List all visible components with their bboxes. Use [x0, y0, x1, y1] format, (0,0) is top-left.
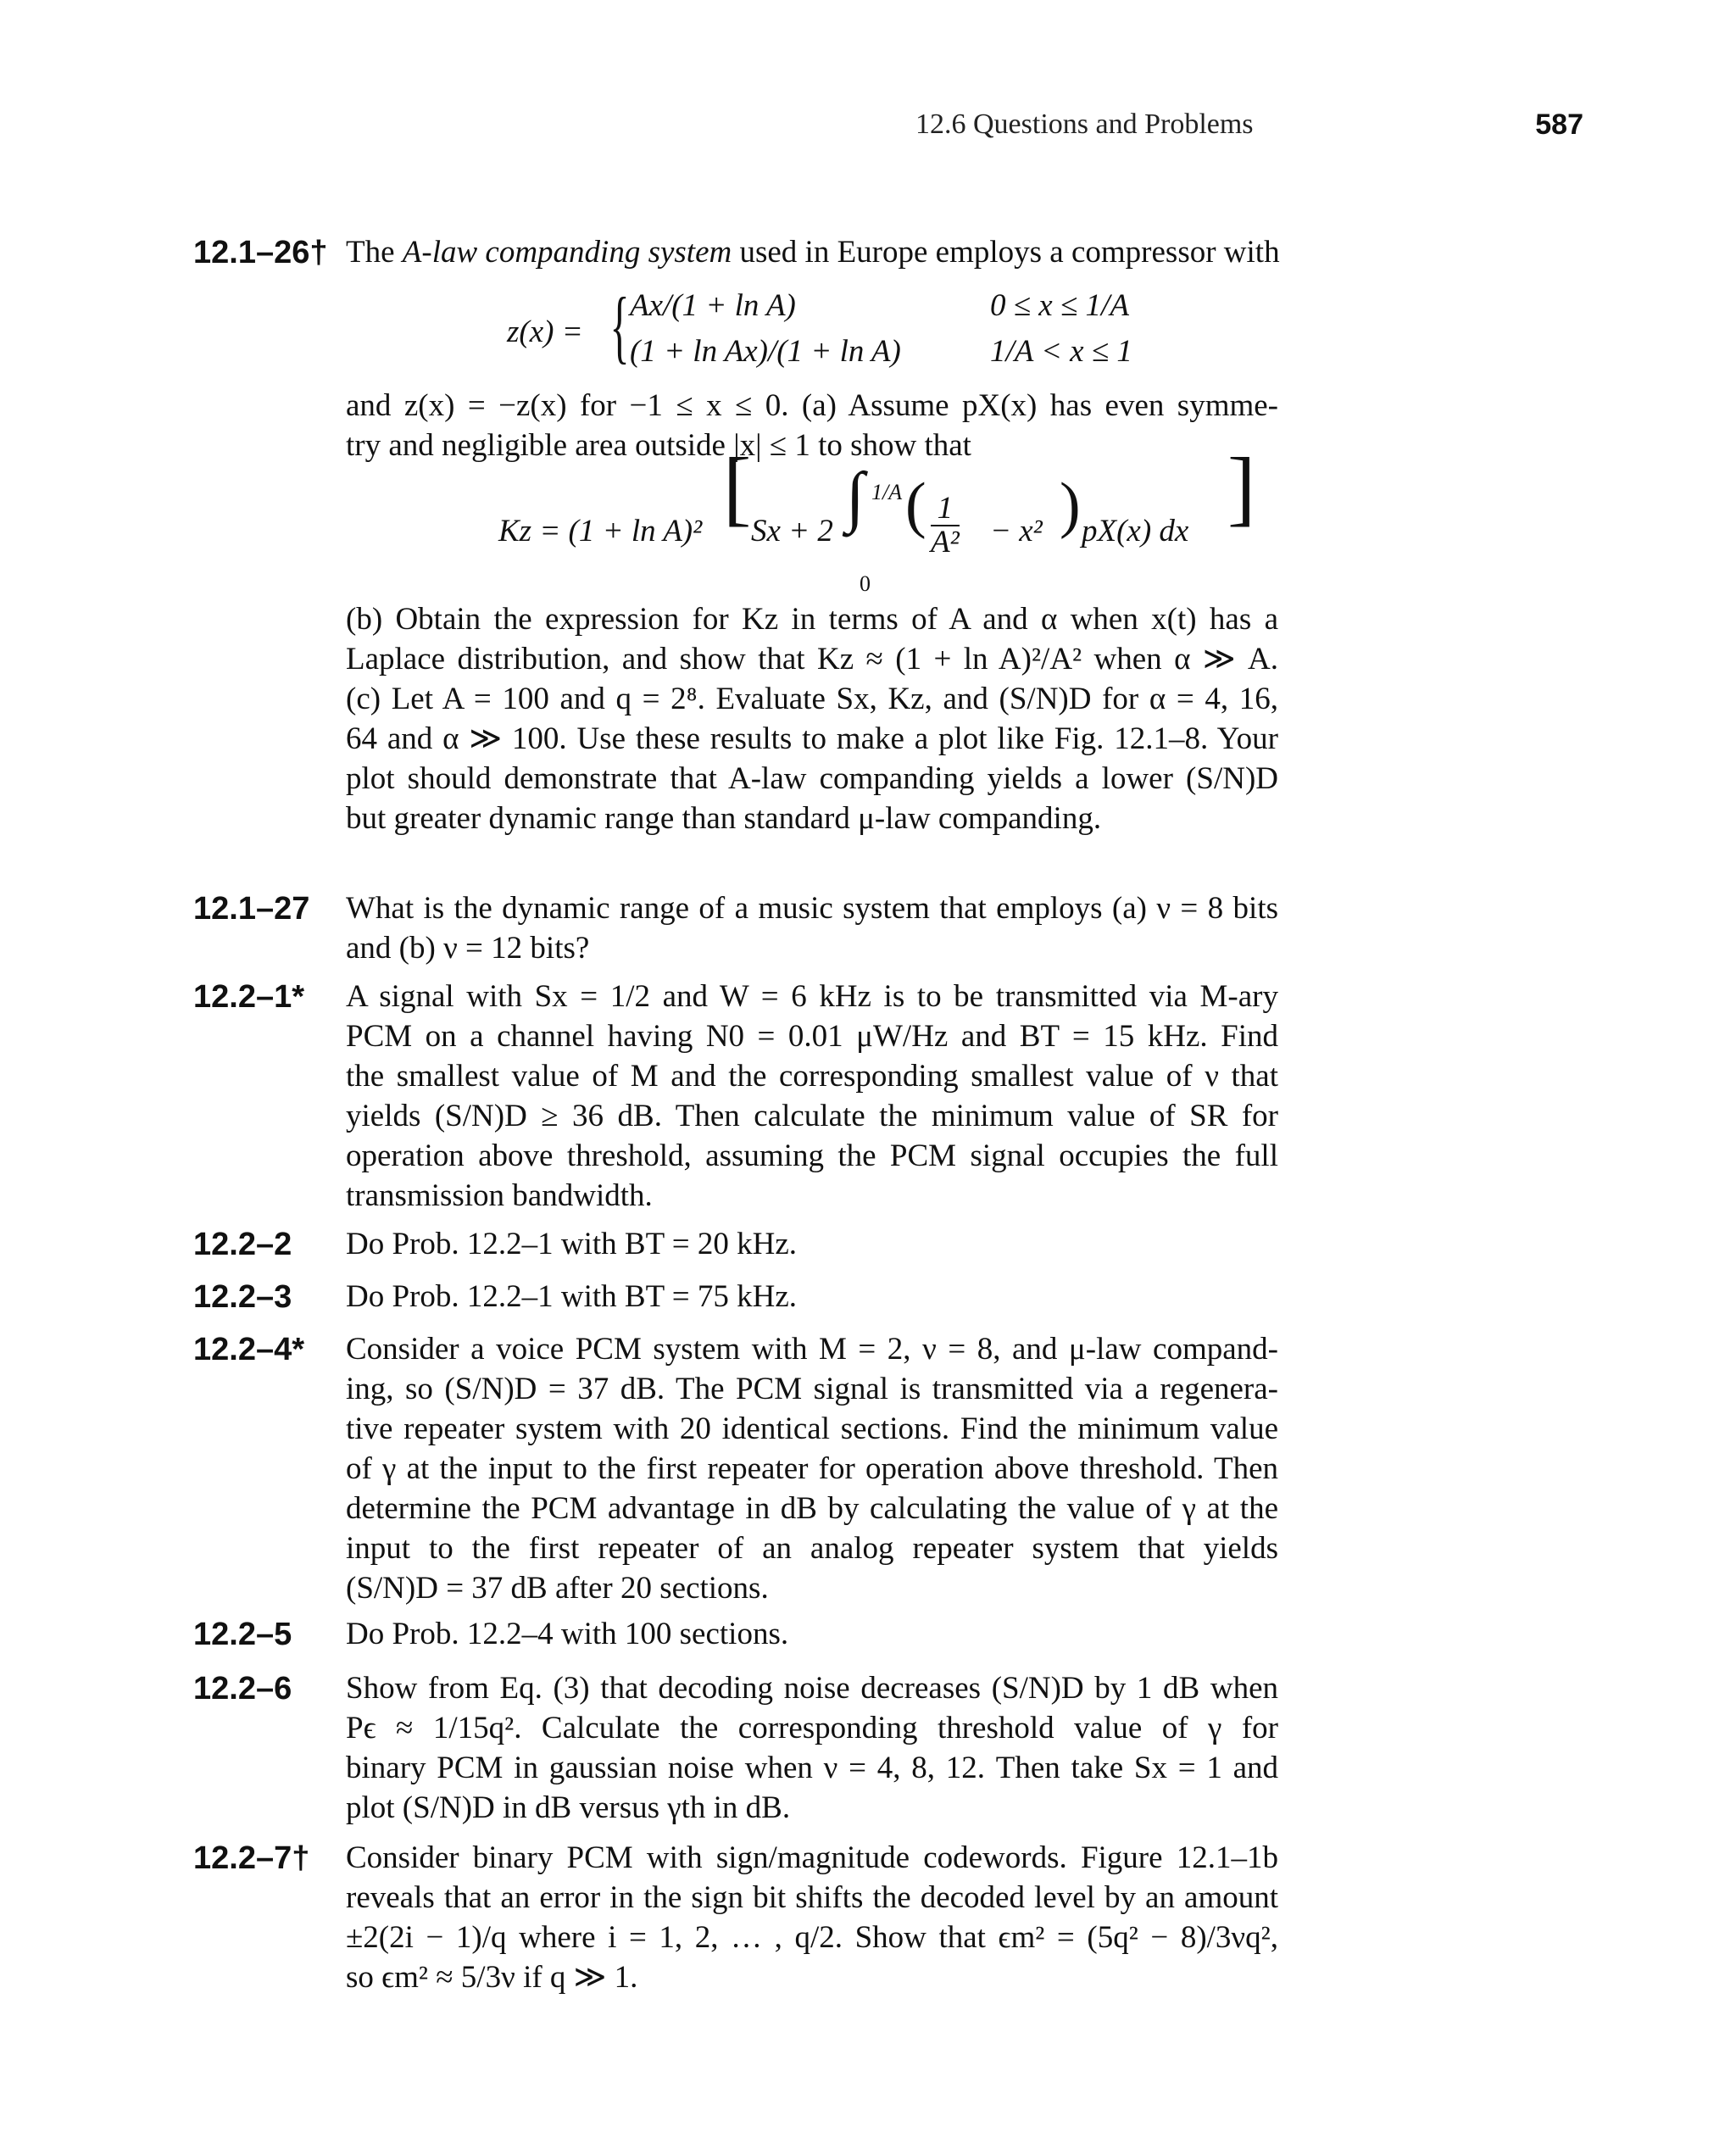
case-2-expression: (1 + ln Ax)/(1 + ln A)	[630, 334, 901, 369]
compressor-equation	[346, 281, 1278, 381]
problem-number: 12.2–6	[193, 1671, 292, 1706]
problem-body	[346, 888, 1278, 968]
problem-12-2-6	[193, 1668, 1278, 1828]
kz-density-term: pX(x) dx	[1082, 514, 1189, 548]
text-line: Laplace distribution, and show that Kz ≈ (1 + ln A)²/A² when α ≫ A.	[346, 642, 1278, 676]
text-line: Consider a voice PCM system with M = 2, ν = 8, and μ-law compand-	[346, 1332, 1278, 1367]
text-line: yields (S/N)D ≥ 36 dB. Then calculate the minimum value of SR for	[346, 1099, 1278, 1133]
fraction-numerator: 1	[931, 493, 960, 526]
text-line: input to the first repeater of an analog repeater system that yields	[346, 1531, 1278, 1566]
problem-number: 12.2–7†	[193, 1840, 310, 1876]
text-line: and (b) ν = 12 bits?	[346, 931, 590, 966]
text-line: Pϵ ≈ 1/15q². Calculate the corresponding threshold value of γ for	[346, 1711, 1278, 1745]
integral-sign: ∫	[846, 459, 865, 534]
problem-12-2-5	[193, 1614, 1278, 1654]
kz-x-squared: − x²	[990, 514, 1043, 548]
problem-12-1-26	[193, 232, 1278, 838]
problem-body	[346, 1838, 1278, 1997]
fraction-denominator: A²	[931, 525, 960, 560]
text-line	[346, 232, 1278, 272]
problem-number: 12.1–26†	[193, 235, 328, 270]
problem-number: 12.2–3	[193, 1279, 292, 1315]
text-line: plot should demonstrate that A-law companding yields a lower (S/N)D	[346, 761, 1278, 796]
problem-body	[346, 977, 1278, 1216]
problem-number: 12.2–4*	[193, 1332, 305, 1367]
text-line: ing, so (S/N)D = 37 dB. The PCM signal is transmitted via a regenera-	[346, 1372, 1278, 1406]
text-run: The	[346, 235, 403, 270]
problem-body	[346, 232, 1278, 838]
case-1-expression: Ax/(1 + ln A)	[630, 288, 796, 323]
text-line: binary PCM in gaussian noise when ν = 4, 8, 12. Then take Sx = 1 and	[346, 1751, 1278, 1785]
problem-12-2-1	[193, 977, 1278, 1216]
case-1-condition: 0 ≤ x ≤ 1/A	[990, 288, 1129, 323]
problem-body	[346, 1329, 1278, 1608]
section-title: 12.6 Questions and Problems	[915, 109, 1254, 140]
problem-number: 12.2–5	[193, 1617, 292, 1652]
text-line: ±2(2i − 1)/q where i = 1, 2, … , q/2. Show that ϵm² = (5q² − 8)/3νq²,	[346, 1920, 1278, 1955]
text-line: Do Prob. 12.2–1 with BT = 20 kHz.	[346, 1227, 798, 1261]
problem-number: 12.1–27	[193, 891, 310, 927]
text-line: Do Prob. 12.2–1 with BT = 75 kHz.	[346, 1279, 798, 1314]
text-line: PCM on a channel having N0 = 0.01 μW/Hz and BT = 15 kHz. Find	[346, 1019, 1278, 1054]
text-line: so ϵm² ≈ 5/3ν if q ≫ 1.	[346, 1960, 638, 1995]
text-line: determine the PCM advantage in dB by calculating the value of γ at the	[346, 1491, 1278, 1526]
problem-body	[346, 1614, 1278, 1654]
problem-body	[346, 1277, 1278, 1317]
running-header	[0, 109, 1736, 151]
right-paren: )	[1060, 470, 1081, 540]
problem-12-2-2	[193, 1224, 1278, 1264]
text-line: (c) Let A = 100 and q = 2⁸. Evaluate Sx, Kz, and (S/N)D for α = 4, 16,	[346, 682, 1278, 716]
text-line: (S/N)D = 37 dB after 20 sections.	[346, 1571, 769, 1606]
problem-12-2-4	[193, 1329, 1278, 1608]
integral-upper-limit: 1/A	[871, 480, 903, 504]
right-bracket: ]	[1227, 440, 1256, 534]
text-line: of γ at the input to the first repeater for operation above threshold. Then	[346, 1451, 1278, 1486]
emphasis-term: A-law companding system	[402, 235, 732, 270]
text-line: plot (S/N)D in dB versus γth in dB.	[346, 1790, 791, 1825]
equation-lhs: z(x) =	[507, 315, 583, 349]
left-bracket: [	[723, 440, 752, 534]
problem-number: 12.2–1*	[193, 979, 305, 1015]
text-line: the smallest value of M and the corresponding smallest value of ν that	[346, 1059, 1278, 1094]
text-line: Show from Eq. (3) that decoding noise decreases (S/N)D by 1 dB when	[346, 1671, 1278, 1706]
text-run: used in Europe employs a compressor with	[732, 235, 1280, 270]
text-line: reveals that an error in the sign bit shifts the decoded level by an amount	[346, 1880, 1278, 1915]
fraction	[931, 493, 960, 559]
case-2-condition: 1/A < x ≤ 1	[990, 334, 1132, 369]
text-line: but greater dynamic range than standard μ-law companding.	[346, 801, 1102, 836]
integral-lower-limit: 0	[860, 571, 871, 596]
text-line: tive repeater system with 20 identical sections. Find the minimum value	[346, 1411, 1278, 1446]
left-brace: {	[609, 281, 630, 371]
text-line: Do Prob. 12.2–4 with 100 sections.	[346, 1617, 789, 1651]
left-paren: (	[905, 470, 926, 540]
text-line: What is the dynamic range of a music system that employs (a) ν = 8 bits	[346, 891, 1278, 926]
text-line: and z(x) = −z(x) for −1 ≤ x ≤ 0. (a) Assume pX(x) has even symme-	[346, 388, 1278, 423]
problem-body	[346, 1668, 1278, 1828]
problem-12-2-7	[193, 1838, 1278, 1997]
text-line: operation above threshold, assuming the PCM signal occupies the full	[346, 1139, 1278, 1173]
text-line: try and negligible area outside |x| ≤ 1 to show that	[346, 428, 971, 463]
problem-number: 12.2–2	[193, 1227, 292, 1262]
text-line: (b) Obtain the expression for Kz in terms of A and α when x(t) has a	[346, 602, 1278, 637]
problem-body	[346, 1224, 1278, 1264]
text-line: A signal with Sx = 1/2 and W = 6 kHz is to be transmitted via M-ary	[346, 979, 1278, 1014]
kz-sx-term: Sx + 2	[751, 514, 833, 548]
text-line: transmission bandwidth.	[346, 1178, 653, 1213]
problem-12-2-3	[193, 1277, 1278, 1317]
kz-lhs: Kz = (1 + ln A)²	[498, 514, 703, 548]
page-number: 587	[1535, 109, 1583, 141]
text-line: 64 and α ≫ 100. Use these results to make a plot like Fig. 12.1–8. Your	[346, 721, 1278, 756]
problem-12-1-27	[193, 888, 1278, 968]
text-line: Consider binary PCM with sign/magnitude codewords. Figure 12.1–1b	[346, 1840, 1278, 1875]
